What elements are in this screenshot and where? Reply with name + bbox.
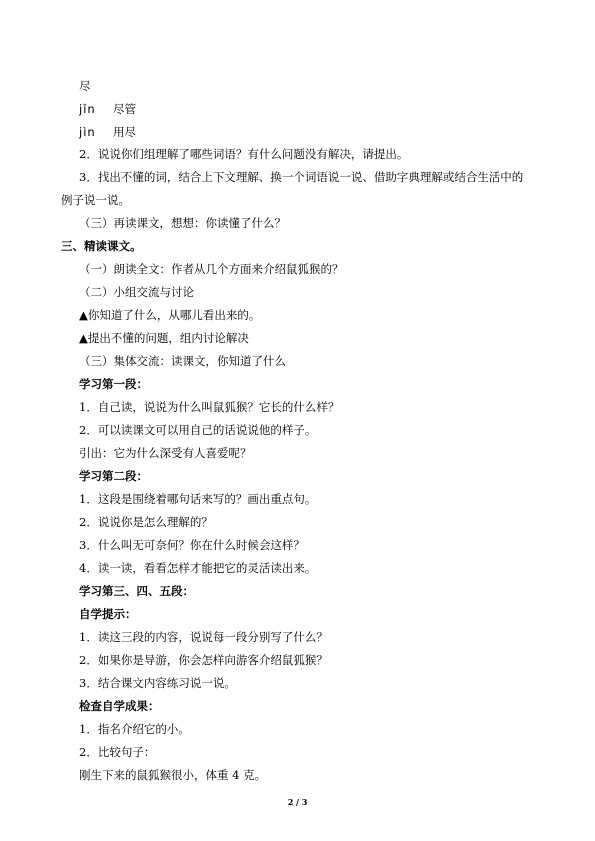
list-item: 1．这段是围绕着哪句话来写的？画出重点句。 xyxy=(79,492,317,506)
bullet-item: ▲提出不懂的问题，组内讨论解决 xyxy=(79,331,249,345)
paragraph: （一）朗读全文：作者从几个方面来介绍鼠狐猴的？ xyxy=(79,262,344,276)
paragraph: 例子说一说。 xyxy=(61,193,130,207)
char-heading xyxy=(79,79,91,93)
list-item: 2．比较句子： xyxy=(79,745,156,759)
list-item: 2．说说你是怎么理解的？ xyxy=(79,515,213,529)
subsection-heading: 学习第一段： xyxy=(79,377,148,391)
subsection-heading: 检查自学成果： xyxy=(79,699,160,713)
pinyin-line xyxy=(79,125,136,139)
paragraph: （三）集体交流：读课文，你知道了什么 xyxy=(79,354,286,368)
list-item: 3．什么叫无可奈何？你在什么时候会这样？ xyxy=(79,538,305,552)
paragraph: 引出：它为什么深受有人喜爱呢？ xyxy=(79,446,252,460)
paragraph: 刚生下来的鼠狐猴很小，体重 4 克。 xyxy=(79,768,267,782)
list-item: 4．读一读，看看怎样才能把它的灵活读出来。 xyxy=(79,561,317,575)
list-item: 2．如果你是导游，你会怎样向游客介绍鼠狐猴？ xyxy=(79,653,328,667)
list-item: 1．自己读，说说为什么叫鼠狐猴？它长的什么样？ xyxy=(79,400,340,414)
list-item: 1．指名介绍它的小。 xyxy=(79,722,190,736)
word-text: 用尽 xyxy=(113,125,136,139)
bullet-item: ▲你知道了什么，从哪儿看出来的。 xyxy=(79,308,261,322)
pinyin-label: jìn xyxy=(79,125,96,139)
page-number: 2 / 3 xyxy=(287,797,308,807)
subsection-heading: 学习第三、四、五段： xyxy=(79,584,194,598)
paragraph: 2．说说你们组理解了哪些词语？有什么问题没有解决，请提出。 xyxy=(79,147,409,161)
list-item: 2．可以读课文可以用自己的话说说他的样子。 xyxy=(79,423,317,437)
pinyin-line xyxy=(79,102,136,116)
word-text: 尽管 xyxy=(113,102,136,116)
char-jin: 尽 xyxy=(79,79,91,93)
list-item: 1．读这三段的内容，说说每一段分别写了什么？ xyxy=(79,630,328,644)
section-heading: 三、精读课文。 xyxy=(61,239,142,253)
subsection-heading: 自学提示： xyxy=(79,607,137,621)
paragraph: 3．找出不懂的词，结合上下文理解、换一个词语说一说、借助字典理解或结合生活中的 xyxy=(79,170,524,184)
subsection-heading: 学习第二段： xyxy=(79,469,148,483)
paragraph: （三）再读课文，想想：你读懂了什么？ xyxy=(79,216,286,230)
list-item: 3．结合课文内容练习说一说。 xyxy=(79,676,236,690)
pinyin-label: jǐn xyxy=(79,102,96,116)
paragraph: （二）小组交流与讨论 xyxy=(79,285,194,299)
